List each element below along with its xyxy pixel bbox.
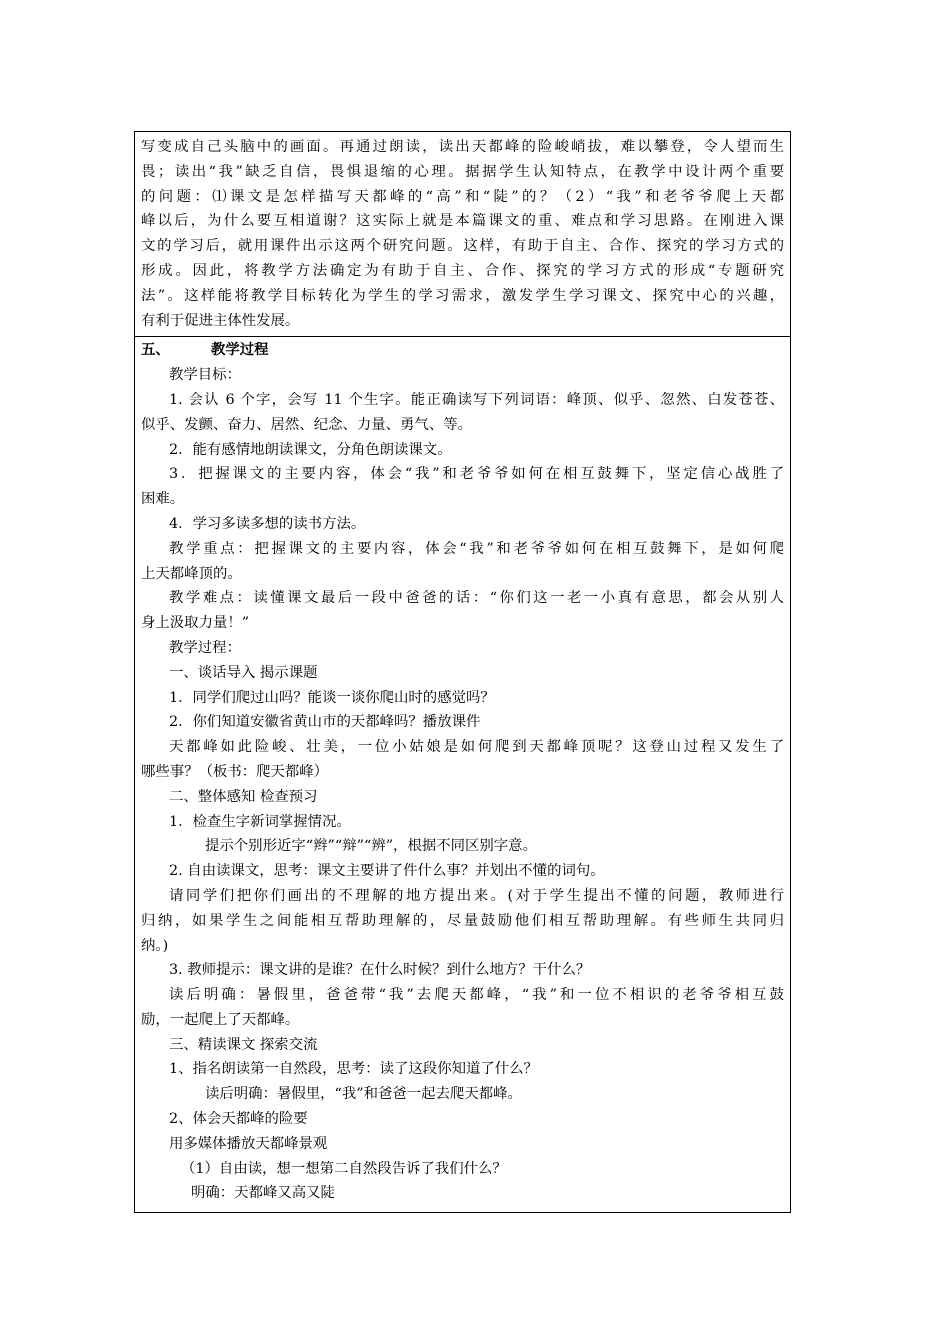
text-line: 畏；读出“我”缺乏自信，畏惧退缩的心理。据据学生认知特点，在教学中设计两个重要 bbox=[141, 163, 784, 180]
goal-3-line-1: 3．把握课文的主要内容，体会“我”和老爷爷如何在相互鼓舞下，坚定信心战胜了 bbox=[169, 466, 784, 483]
text-line: 的问题：⑴课文是怎样描写天都峰的“高”和“陡”的？（2）“我”和老爷爷爬上天都 bbox=[141, 188, 784, 205]
part-3-heading: 三、精读课文 探索交流 bbox=[169, 1036, 318, 1053]
part-1-question-2: 2．你们知道安徽省黄山市的天都峰吗？播放课件 bbox=[169, 714, 481, 731]
part-2-item-3: 3. 教师提示：课文讲的是谁？在什么时候？到什么地方？干什么？ bbox=[169, 962, 591, 979]
part-2-ask-line-2: 归纳，如果学生之间能相互帮助理解的，尽量鼓励他们相互帮助理解。有些师生共同归 bbox=[141, 912, 784, 929]
text-line: 文的学习后，就用课件出示这两个研究问题。这样，有助于自主、合作、探究的学习方式的 bbox=[141, 238, 784, 255]
part-1-heading: 一、谈话导入 揭示课题 bbox=[169, 664, 318, 681]
part-2-item-1: 1．检查生字新词掌握情况。 bbox=[169, 813, 351, 830]
goal-label: 教学目标： bbox=[169, 367, 241, 384]
part-3-item-2: 2、体会天都峰的险要 bbox=[169, 1111, 308, 1128]
part-2-heading: 二、整体感知 检查预习 bbox=[169, 788, 318, 805]
part-2-item-1-hint: 提示个别形近字“辫”“辩”“辨”，根据不同区别字意。 bbox=[205, 838, 537, 855]
goal-3-line-2: 困难。 bbox=[141, 491, 185, 508]
key-point-line-1: 教学重点：把握课文的主要内容，体会“我”和老爷爷如何在相互鼓舞下，是如何爬 bbox=[169, 540, 784, 557]
part-3-media: 用多媒体播放天都峰景观 bbox=[169, 1135, 328, 1152]
goal-2: 2．能有感情地朗读课文，分角色朗读课文。 bbox=[169, 441, 452, 458]
text-line: 写变成自己头脑中的画面。再通过朗读，读出天都峰的险峻峭拔，难以攀登，令人望而生 bbox=[141, 139, 784, 155]
part-3-item-1-answer: 读后明确：暑假里，“我”和爸爸一起去爬天都峰。 bbox=[205, 1086, 522, 1103]
text-line: 形成。因此，将教学方法确定为有助于自主、合作、探究的学习方式的形成“专题研究 bbox=[141, 262, 784, 279]
text-line: 法”。这样能将教学目标转化为学生的学习需求，激发学生学习课文、探究中心的兴趣， bbox=[141, 287, 784, 304]
part-2-answer-line-1: 读后明确：暑假里，爸爸带“我”去爬天都峰，“我”和一位不相识的老爷爷相互鼓 bbox=[169, 987, 784, 1004]
part-2-answer-line-2: 励，一起爬上了天都峰。 bbox=[141, 1011, 300, 1028]
key-point-line-2: 上天都峰顶的。 bbox=[141, 565, 242, 582]
goal-1-line-2: 似乎、发颤、奋力、居然、纪念、力量、勇气、等。 bbox=[141, 416, 472, 433]
section-number: 五、 bbox=[141, 341, 170, 359]
section-heading bbox=[141, 338, 784, 363]
part-1-transition-line-1: 天都峰如此险峻、壮美，一位小姑娘是如何爬到天都峰顶呢？这登山过程又发生了 bbox=[169, 739, 784, 756]
part-3-clarify: 明确：天都峰又高又陡 bbox=[191, 1185, 335, 1202]
part-2-ask-line-1: 请同学们把你们画出的不理解的地方提出来。(对于学生提出不懂的问题，教师进行 bbox=[169, 887, 784, 904]
part-2-item-2: 2. 自由读课文，思考：课文主要讲了件什么事？并划出不懂的词句。 bbox=[169, 863, 605, 880]
text-line: 峰以后，为什么要互相道谢？这实际上就是本篇课文的重、难点和学习思路。在刚进入课 bbox=[141, 213, 784, 230]
lesson-plan-table bbox=[134, 131, 791, 1213]
difficulty-line-2: 身上汲取力量！” bbox=[141, 615, 250, 632]
part-1-question-1: 1．同学们爬过山吗？能谈一谈你爬山时的感觉吗？ bbox=[169, 689, 495, 706]
goal-1-line-1: 1. 会认 6 个字，会写 11 个生字。能正确读写下列词语：峰顶、似乎、忽然、白发苍苍、 bbox=[169, 391, 784, 408]
method-cell bbox=[135, 132, 790, 337]
part-1-transition-line-2: 哪些事？（板书：爬天都峰） bbox=[141, 763, 329, 780]
section-title: 教学过程 bbox=[211, 341, 269, 359]
process-cell bbox=[135, 337, 790, 1212]
process-label: 教学过程： bbox=[169, 639, 241, 656]
part-3-item-1: 1、指名朗读第一自然段，思考：读了这段你知道了什么？ bbox=[169, 1061, 538, 1078]
goal-4: 4．学习多读多想的读书方法。 bbox=[169, 515, 366, 532]
part-2-ask-line-3: 纳。) bbox=[141, 937, 169, 954]
text-line: 有利于促进主体性发展。 bbox=[141, 312, 300, 329]
difficulty-line-1: 教学难点：读懂课文最后一段中爸爸的话：“你们这一老一小真有意思，都会从别人 bbox=[169, 590, 784, 607]
part-3-question: （1）自由读，想一想第二自然段告诉了我们什么？ bbox=[181, 1160, 507, 1177]
